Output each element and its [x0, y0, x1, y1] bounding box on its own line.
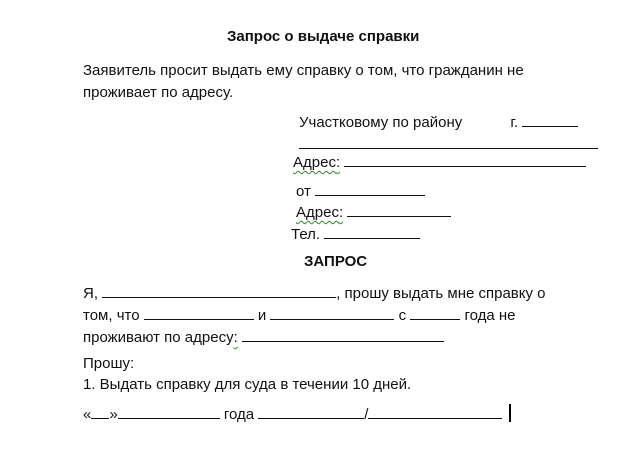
year-label: года: [223, 406, 255, 423]
body-line2-from: с: [398, 307, 407, 324]
from-label: от: [296, 183, 311, 200]
signature-blank[interactable]: [258, 405, 364, 419]
body-line1-end: , прошу выдать мне справку о: [336, 285, 546, 302]
body-line2-start: том, что: [83, 307, 140, 324]
phone-label: Тел.: [291, 226, 321, 243]
text-cursor: [509, 404, 511, 422]
district-label: Участковому по району: [299, 114, 463, 131]
document-title: Запрос о выдаче справки: [227, 28, 420, 45]
day-blank[interactable]: [91, 405, 109, 419]
addressee-phone-line: [291, 225, 420, 244]
addressee-extra-line[interactable]: [299, 148, 598, 149]
residence-address-blank[interactable]: [242, 328, 444, 342]
date-close-quote: »: [109, 406, 118, 423]
body-line-2: [83, 306, 516, 325]
date-open-quote: «: [83, 406, 92, 423]
signature-date-line: [83, 405, 502, 424]
signature-slash: /: [364, 406, 369, 423]
addressee-address-line: Адрес:: [293, 153, 586, 172]
from-blank[interactable]: [315, 182, 425, 196]
person1-blank[interactable]: [144, 306, 254, 320]
addressee-district-line: [299, 113, 578, 132]
person2-blank[interactable]: [270, 306, 394, 320]
intro-line-1: Заявитель просит выдать ему справку о том, что гражданин не: [83, 62, 524, 79]
body-line-3: проживают по адресу:: [83, 328, 444, 347]
month-blank[interactable]: [118, 405, 220, 419]
request-heading: ЗАПРОС: [304, 253, 368, 270]
city-blank[interactable]: [522, 113, 578, 127]
body-line2-and: и: [257, 307, 267, 324]
address2-label: Адрес: [296, 204, 339, 221]
address-label: Адрес: [293, 154, 336, 171]
address-blank[interactable]: [344, 153, 586, 167]
phone-blank[interactable]: [324, 225, 420, 239]
body-line1-start: Я,: [83, 285, 98, 302]
body-line-1: [83, 284, 546, 303]
year-from-blank[interactable]: [410, 306, 460, 320]
addressee-address2-line: Адрес:: [296, 203, 451, 222]
body-line3-start: проживают по адресу: [83, 329, 234, 346]
body-line2-end: года не: [464, 307, 516, 324]
addressee-from-line: [296, 182, 425, 201]
address2-blank[interactable]: [347, 203, 451, 217]
request-label: Прошу:: [83, 355, 135, 372]
district-blank[interactable]: [466, 113, 510, 127]
applicant-name-blank[interactable]: [102, 284, 336, 298]
district-suffix: г.: [510, 114, 519, 131]
intro-line-2: проживает по адресу.: [83, 84, 234, 101]
request-item-1: 1. Выдать справку для суда в течении 10 дней.: [83, 376, 412, 393]
signature-name-blank[interactable]: [368, 405, 502, 419]
